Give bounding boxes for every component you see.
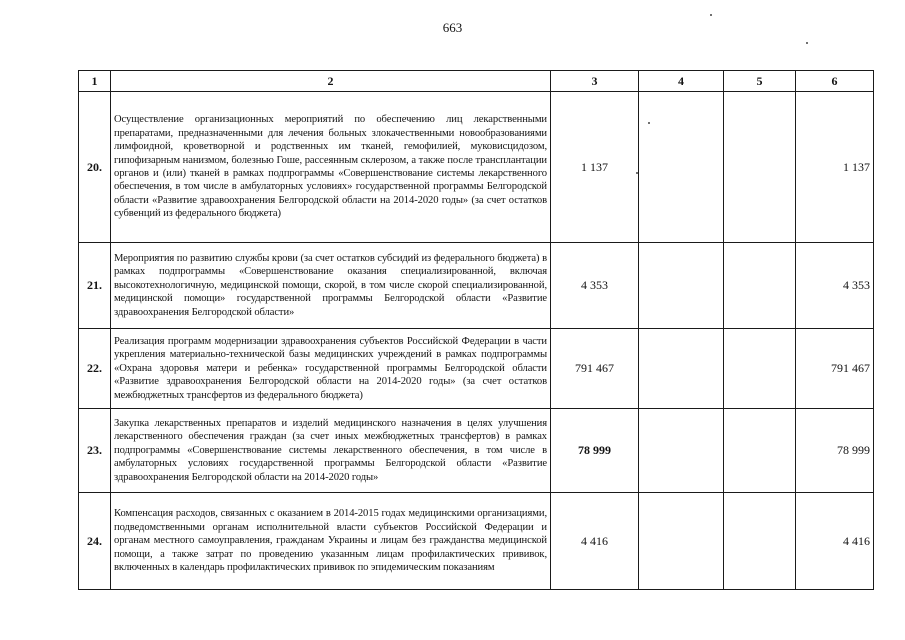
table-header-row <box>79 71 874 92</box>
table-row <box>79 92 874 243</box>
page-number: 663 <box>442 20 463 35</box>
row-value-col3: 4 353 <box>551 243 639 329</box>
row-description: Реализация программ модернизации здравоохранения субъектов Российской Федерации в части укрепления материально-технической базы медицинских учреждений в рамках подпрограммы «Охрана здоровья матери и ребенка» государственной программы Белгородской области «Развитие здравоохранения Белгородской области на 2014-2020 годы» (за счет остатков межбюджетных трансфертов из федерального бюджета) <box>111 329 551 409</box>
row-description: Осуществление организационных мероприятий по обеспечению лиц лекарственными препаратами, предназначенными для лечения больных злокачественными новообразованиями лимфоидной, кроветворной и родственных им тканей, гемофилией, муковисцидозом, гипофизарным нанизмом, болезнью Гоше, рассеянным склерозом, а также после трансплантации органов и (или) тканей в рамках подпрограммы «Совершенствование системы лекарственного обеспечения, в том числе в амбулаторных условиях» государственной программы Белгородской области «Развитие здравоохранения Белгородской области на 2014-2020 годы» (за счет остатков субвенций из федерального бюджета) <box>111 92 551 243</box>
row-description: Мероприятия по развитию службы крови (за счет остатков субсидий из федерального бюджета) в рамках подпрограммы «Совершенствование оказания специализированной, включая высокотехнологичную, медицинской помощи, скорой, в том числе скорой специализированной, медицинской помощи» государственной программы Белгородской области «Развитие здравоохранения Белгородской области» <box>111 243 551 329</box>
row-number: 24. <box>79 493 111 590</box>
header-col-5: 5 <box>724 71 796 92</box>
scan-speck <box>636 172 638 174</box>
row-value-col4 <box>639 409 724 493</box>
row-value-col5 <box>724 92 796 243</box>
header-col-4: 4 <box>639 71 724 92</box>
row-value-col3: 1 137 <box>551 92 639 243</box>
row-number: 21. <box>79 243 111 329</box>
row-value-col4 <box>639 329 724 409</box>
row-description: Закупка лекарственных препаратов и изделий медицинского назначения в целях улучшения лекарственного обеспечения граждан (за счет иных межбюджетных трансфертов) в рамках подпрограммы «Совершенствование системы лекарственного обеспечения, в том числе в амбулаторных условиях государственной программы Белгородской области «Развитие здравоохранения Белгородской области на 2014-2020 годы» <box>111 409 551 493</box>
table-row <box>79 243 874 329</box>
row-number: 23. <box>79 409 111 493</box>
scan-speck <box>648 122 650 124</box>
row-value-col3: 78 999 <box>551 409 639 493</box>
row-value-col6: 4 416 <box>796 493 874 590</box>
row-value-col5 <box>724 409 796 493</box>
table-row <box>79 329 874 409</box>
row-value-col3: 791 467 <box>551 329 639 409</box>
row-value-col6: 4 353 <box>796 243 874 329</box>
row-value-col5 <box>724 329 796 409</box>
row-value-col4 <box>639 243 724 329</box>
row-value-col6: 1 137 <box>796 92 874 243</box>
row-number: 20. <box>79 92 111 243</box>
table-row <box>79 493 874 590</box>
header-col-2: 2 <box>111 71 551 92</box>
budget-table <box>78 70 874 590</box>
row-value-col6: 791 467 <box>796 329 874 409</box>
row-value-col6: 78 999 <box>796 409 874 493</box>
scan-speck <box>710 14 712 16</box>
row-description: Компенсация расходов, связанных с оказанием в 2014-2015 годах медицинскими организациями, подведомственными органам исполнительной власти субъектов Российской Федерации и органам местного самоуправления, гражданам Украины и лицам без гражданства медицинской помощи, а также затрат по проведению указанным лицам профилактических прививок, включенных в календарь профилактических прививок по эпидемическим показаниям <box>111 493 551 590</box>
table-row <box>79 409 874 493</box>
header-col-3: 3 <box>551 71 639 92</box>
row-number: 22. <box>79 329 111 409</box>
row-value-col5 <box>724 493 796 590</box>
scan-speck <box>806 42 808 44</box>
header-col-6: 6 <box>796 71 874 92</box>
row-value-col3: 4 416 <box>551 493 639 590</box>
row-value-col5 <box>724 243 796 329</box>
row-value-col4 <box>639 92 724 243</box>
row-value-col4 <box>639 493 724 590</box>
header-col-1: 1 <box>79 71 111 92</box>
